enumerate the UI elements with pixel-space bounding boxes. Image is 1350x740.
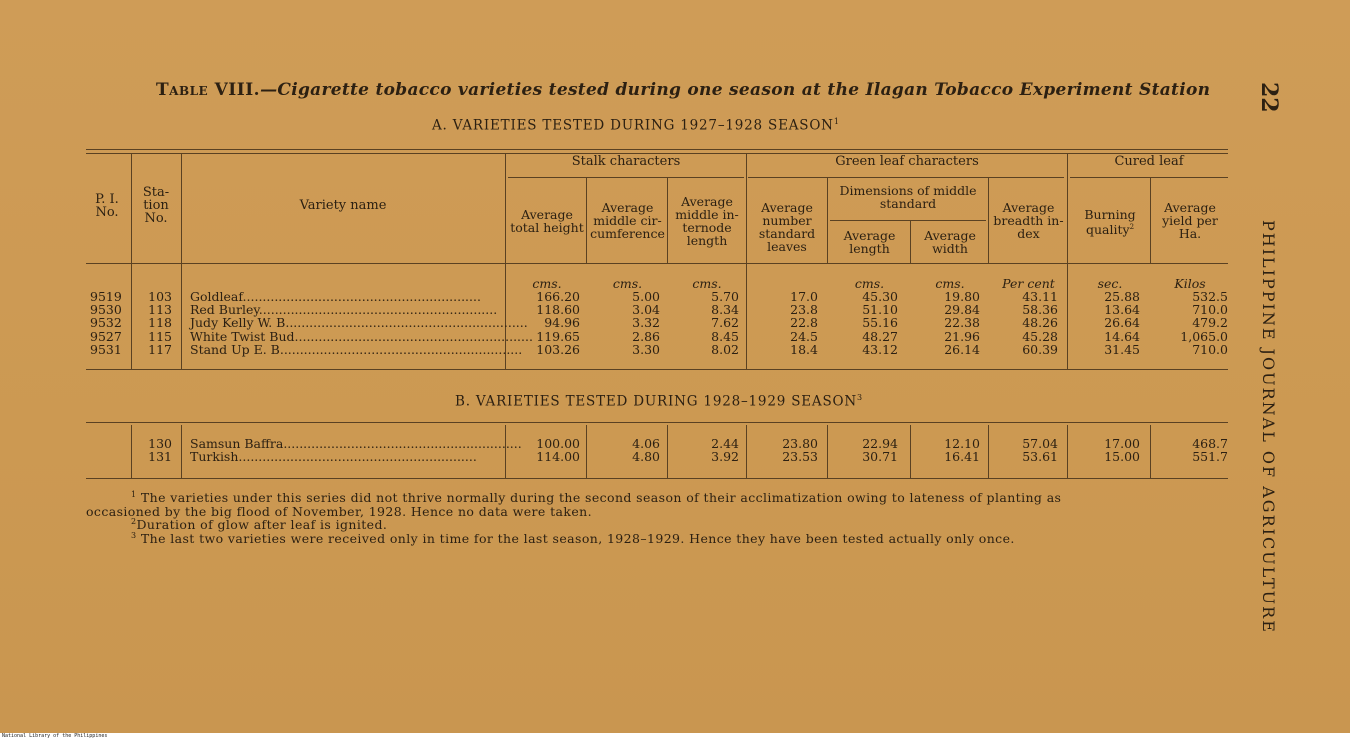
section-b-title-text: B. VARIETIES TESTED DURING 1928–1929 SEASON (455, 393, 857, 410)
variety-name-text: White Twist Bud (190, 328, 295, 344)
circ-cell: 5.00 (632, 289, 660, 304)
yield-cell: 710.0 (1192, 341, 1228, 357)
header-green-leaf-characters: Green leaf characters (835, 154, 979, 169)
circ-cell: 3.32 (632, 315, 660, 331)
width-cell: 21.96 (944, 328, 980, 344)
leaves-cell: 24.5 (790, 328, 818, 344)
leader-dots: ............................................................ (289, 315, 528, 331)
length-cell: 48.27 (862, 328, 898, 344)
unit-yield: Kilos (1174, 276, 1206, 291)
running-head: PHILIPPINE JOURNAL OF AGRICULTURE (1259, 220, 1278, 634)
height-cell: 103.26 (536, 341, 580, 357)
station-number-cell: 103 (148, 289, 172, 304)
variety-name-text: Turkish (190, 449, 239, 465)
burning-cell: 17.00 (1104, 436, 1140, 451)
circ-cell: 3.04 (632, 302, 660, 318)
table-label: Table VIII. (156, 80, 261, 100)
internode-cell: 5.70 (711, 289, 739, 304)
col-rule (1067, 425, 1068, 478)
col-rule (910, 220, 911, 263)
footnote-2-ref: 2 (131, 517, 137, 526)
width-cell: 29.84 (944, 302, 980, 318)
length-cell: 22.94 (862, 436, 898, 451)
header-burning-ref: 2 (1129, 223, 1135, 231)
col-rule (1150, 177, 1151, 263)
leaves-cell: 23.80 (782, 436, 818, 451)
length-cell: 55.16 (862, 315, 898, 331)
header-avg-yield: Average yield per Ha. (1162, 200, 1218, 241)
header-cured-leaf: Cured leaf (1114, 154, 1184, 169)
length-cell: 43.12 (862, 341, 898, 357)
header-burning-quality (1070, 208, 1150, 236)
section-a-title (432, 117, 840, 134)
variety-name-text: Goldleaf (190, 289, 243, 304)
footnote-2 (131, 517, 387, 532)
breadth-cell: 48.26 (1022, 315, 1058, 331)
leader-dots: ............................................................ (283, 436, 522, 451)
variety-name-text: Red Burley (190, 302, 259, 318)
yield-cell: 1,065.0 (1180, 328, 1228, 344)
breadth-cell: 43.11 (1022, 289, 1058, 304)
footnote-3-ref: 3 (131, 531, 137, 540)
variety-name-text: Stand Up E. B. (190, 341, 284, 357)
col-rule (181, 153, 182, 369)
table-title (156, 80, 1210, 100)
col-rule (667, 177, 668, 263)
header-avg-middle-circumference: Average middle cir-cumference (590, 200, 665, 241)
section-b-bottom-rule (86, 478, 1228, 479)
internode-cell: 7.62 (711, 315, 739, 331)
col-rule (746, 425, 747, 478)
footnote-3 (131, 531, 1015, 546)
header-avg-breadth-index: Average breadth in-dex (993, 200, 1064, 241)
length-cell: 45.30 (862, 289, 898, 304)
height-cell: 114.00 (536, 449, 580, 465)
width-cell: 26.14 (944, 341, 980, 357)
col-rule (988, 177, 989, 263)
unit-circ: cms. (612, 276, 643, 291)
yield-cell: 710.0 (1192, 302, 1228, 318)
col-rule (131, 153, 132, 369)
unit-width: cms. (935, 276, 965, 291)
section-b-title (455, 393, 863, 410)
col-rule (746, 153, 747, 369)
breadth-cell: 60.39 (1022, 341, 1058, 357)
col-rule (505, 425, 506, 478)
internode-cell: 8.34 (711, 302, 739, 318)
header-dimensions-middle: Dimensions of middle standard (839, 183, 977, 211)
internode-cell: 8.45 (711, 328, 739, 344)
leader-dots: ............................................................ (258, 302, 498, 318)
variety-name-cell (190, 451, 500, 464)
table-top-rule (86, 149, 1228, 150)
height-cell: 119.65 (536, 328, 580, 344)
header-avg-middle-internode: Average middle in-ternode length (675, 194, 739, 248)
height-cell: 94.96 (544, 315, 580, 331)
footnote-1 (131, 490, 1061, 505)
breadth-cell: 53.61 (1022, 449, 1058, 465)
section-a-note-ref: 1 (833, 117, 840, 126)
length-cell: 30.71 (862, 449, 898, 465)
variety-name-text: Samsun Baffra (190, 436, 284, 451)
col-rule (827, 425, 828, 478)
breadth-cell: 45.28 (1022, 328, 1058, 344)
unit-burning: sec. (1097, 276, 1123, 291)
leader-dots: ............................................................ (242, 289, 481, 304)
library-watermark: National Library of the Philippines (0, 733, 1350, 740)
burning-cell: 13.64 (1104, 302, 1140, 318)
circ-cell: 3.30 (632, 341, 660, 357)
width-cell: 12.10 (944, 436, 980, 451)
pi-number-cell: 9531 (90, 341, 122, 357)
col-rule (131, 425, 132, 478)
header-pi-no: P. I. No. (95, 192, 119, 220)
col-rule (586, 177, 587, 263)
section-b-top-rule (86, 422, 1228, 423)
circ-cell: 4.80 (632, 449, 660, 465)
unit-height: cms. (532, 276, 562, 291)
col-rule (910, 425, 911, 478)
height-cell: 166.20 (536, 289, 580, 304)
width-cell: 19.80 (944, 289, 980, 304)
internode-cell: 2.44 (711, 436, 739, 451)
station-number-cell: 113 (148, 302, 172, 318)
footnote-1-ref: 1 (131, 490, 137, 499)
header-avg-length: Average length (843, 228, 896, 256)
header-station-no: Sta-tion No. (142, 185, 170, 226)
burning-cell: 25.88 (1104, 289, 1140, 304)
col-rule (667, 425, 668, 478)
breadth-cell: 57.04 (1022, 436, 1058, 451)
circ-cell: 2.86 (632, 328, 660, 344)
burning-cell: 14.64 (1104, 328, 1140, 344)
leaves-cell: 17.0 (790, 289, 818, 304)
breadth-cell: 58.36 (1022, 302, 1058, 318)
station-number-cell: 131 (148, 449, 172, 465)
unit-internode: cms. (692, 276, 722, 291)
length-cell: 51.10 (862, 302, 898, 318)
green-rule (748, 177, 1064, 178)
footnote-2-text: Duration of glow after leaf is ignited. (136, 517, 388, 533)
leaves-cell: 18.4 (790, 341, 818, 357)
section-b-note-ref: 3 (856, 393, 863, 402)
leaves-cell: 23.53 (782, 449, 818, 465)
width-cell: 22.38 (944, 315, 980, 331)
station-number-cell: 130 (148, 436, 172, 451)
leaves-cell: 23.8 (790, 302, 818, 318)
pi-number-cell: 9530 (90, 302, 122, 318)
header-avg-width: Average width (924, 228, 976, 256)
burning-cell: 15.00 (1104, 449, 1140, 465)
header-avg-number-leaves: Average number standard leaves (758, 200, 816, 254)
header-bottom-rule (86, 263, 1228, 264)
col-rule (988, 425, 989, 478)
footnote-1-line-1: The varieties under this series did not thrive normally during the second season of their acclimatization owing to lateness of planting as (140, 490, 1062, 506)
width-cell: 16.41 (944, 449, 980, 465)
internode-cell: 3.92 (711, 449, 739, 465)
unit-length: cms. (854, 276, 885, 291)
burning-cell: 26.64 (1104, 315, 1140, 331)
variety-name-text: Judy Kelly W. B. (190, 315, 290, 331)
footnote-3-text: The last two varieties were received only in time for the last season, 1928–1929. Hence they have been tested actually only once. (140, 531, 1015, 547)
leader-dots: ............................................................ (238, 449, 477, 465)
yield-cell: 468.7 (1192, 436, 1228, 451)
internode-cell: 8.02 (711, 341, 739, 357)
col-rule (1067, 153, 1068, 369)
yield-cell: 479.2 (1192, 315, 1228, 331)
page-number: 22 (1256, 82, 1282, 113)
col-rule (181, 425, 182, 478)
circ-cell: 4.06 (632, 436, 660, 451)
col-rule (827, 177, 828, 263)
variety-name-cell (190, 341, 523, 357)
cured-rule (1070, 177, 1228, 178)
leader-dots: ............................................................ (294, 328, 533, 344)
pi-number-cell: 9532 (90, 315, 122, 331)
pi-number-cell: 9527 (90, 328, 122, 344)
height-cell: 118.60 (536, 302, 580, 318)
leader-dots: ............................................................ (283, 341, 523, 357)
dimension-rule (830, 220, 986, 221)
yield-cell: 532.5 (1192, 289, 1228, 304)
station-number-cell: 115 (148, 328, 172, 344)
col-rule (586, 425, 587, 478)
header-variety-name: Variety name (299, 198, 387, 213)
stalk-rule (508, 177, 744, 178)
table-caption: —Cigarette tobacco varieties tested during one season at the Ilagan Tobacco Experiment Station (260, 80, 1211, 100)
height-cell: 100.00 (536, 436, 580, 451)
station-number-cell: 117 (148, 341, 172, 357)
yield-cell: 551.7 (1192, 449, 1228, 465)
unit-breadth: Per cent (1002, 276, 1055, 291)
header-avg-total-height: Average total height (510, 207, 584, 235)
footnote-1-continued: occasioned by the big flood of November, 1928. Hence no data were taken. (86, 504, 592, 519)
section-a-bottom-rule (86, 369, 1228, 370)
col-rule (1150, 425, 1151, 478)
station-number-cell: 118 (148, 315, 172, 331)
header-burning-quality-text: Burning quality (1084, 207, 1136, 238)
pi-number-cell: 9519 (90, 289, 122, 304)
leaves-cell: 22.8 (790, 315, 818, 331)
header-stalk-characters: Stalk characters (571, 154, 681, 169)
burning-cell: 31.45 (1104, 341, 1140, 357)
section-a-title-text: A. VARIETIES TESTED DURING 1927–1928 SEASON (432, 117, 834, 134)
